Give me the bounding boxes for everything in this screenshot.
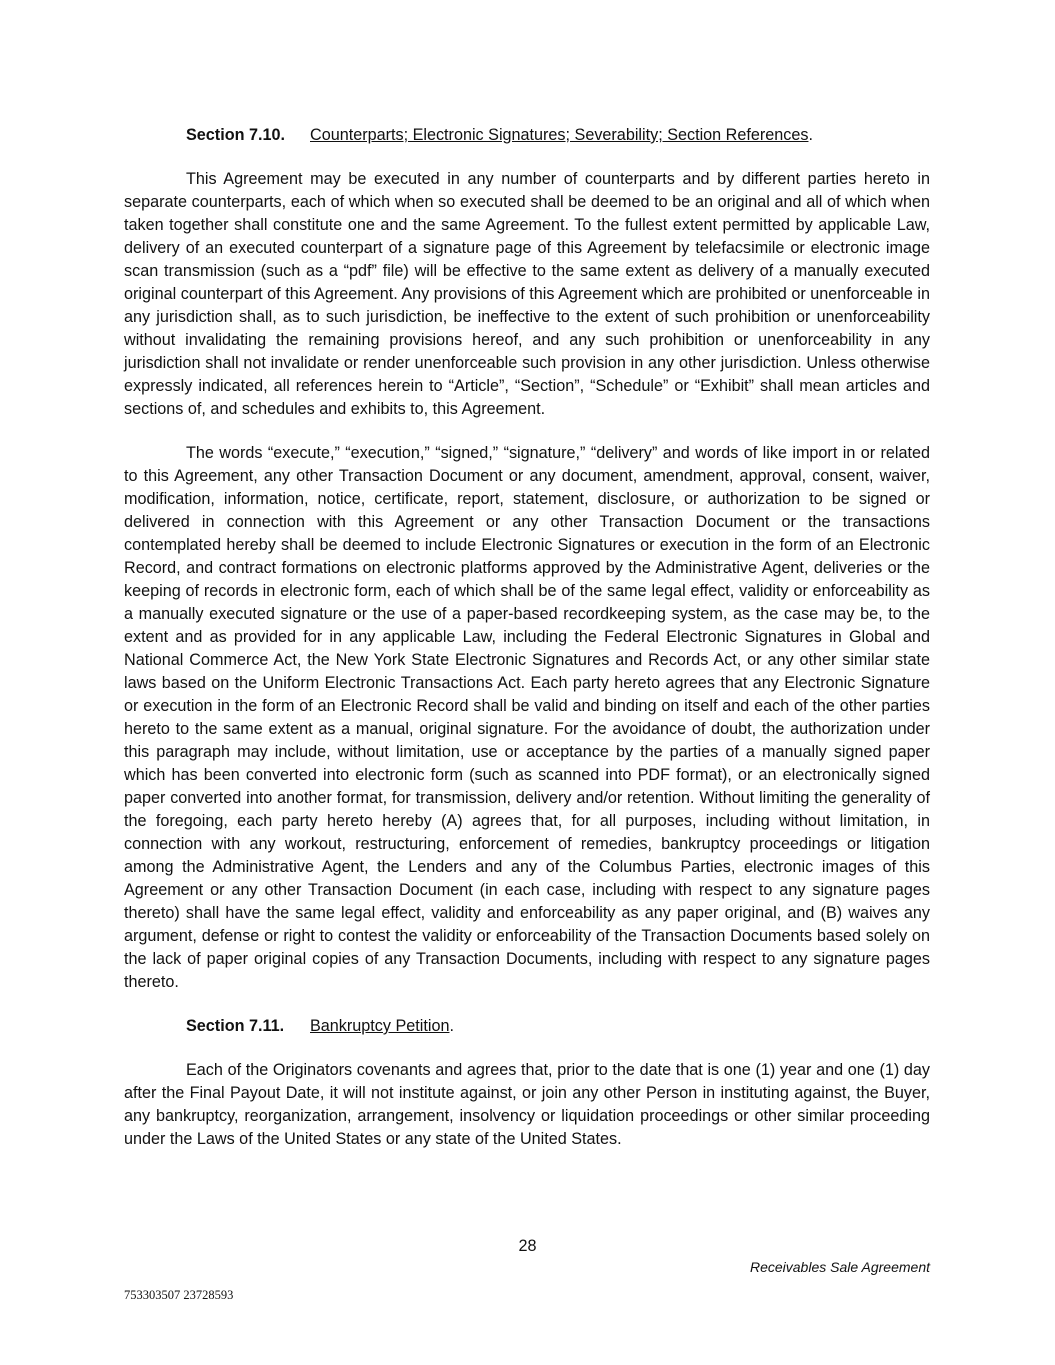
section-title-period: . bbox=[449, 1017, 454, 1035]
footer-document-title: Receivables Sale Agreement bbox=[749, 1259, 930, 1275]
section-7-10-heading bbox=[124, 124, 930, 147]
page-number: 28 bbox=[518, 1237, 537, 1255]
section-title: Counterparts; Electronic Signatures; Severability; Section References bbox=[310, 126, 809, 144]
section-number: Section 7.11. bbox=[186, 1017, 285, 1035]
document-body bbox=[124, 124, 930, 1151]
section-number: Section 7.10. bbox=[186, 126, 285, 144]
section-7-10-paragraph-1: This Agreement may be executed in any number of counterparts and by different parties hereto in separate counterparts, each of which when so executed shall be deemed to be an original and all of which when taken together shall constitute one and the same Agreement. To the fullest extent permitted by applicable Law, delivery of an executed counterpart of a signature page of this Agreement by telefacsimile or electronic image scan transmission (such as a “pdf” file) will be effective to the same extent as delivery of a manually executed original counterpart of this Agreement. Any provisions of this Agreement which are prohibited or unenforceable in any jurisdiction shall, as to such jurisdiction, be ineffective to the extent of such prohibition or unenforceability without invalidating the remaining provisions hereof, and any such prohibition or unenforceability in any jurisdiction shall not invalidate or render unenforceable such provision in any other jurisdiction. Unless otherwise expressly indicated, all references herein to “Article”, “Section”, “Schedule” or “Exhibit” shall mean articles and sections of, and schedules and exhibits to, this Agreement. bbox=[124, 170, 930, 418]
section-title-period: . bbox=[808, 126, 813, 144]
section-7-11-paragraph-1: Each of the Originators covenants and agrees that, prior to the date that is one (1) year and one (1) day after the Final Payout Date, it will not institute against, or join any other Person in instituting against, the Buyer, any bankruptcy, reorganization, arrangement, insolvency or liquidation proceedings or other similar proceeding under the Laws of the United States or any state of the United States. bbox=[124, 1061, 930, 1148]
section-title: Bankruptcy Petition bbox=[310, 1017, 450, 1035]
section-7-10-paragraph-2: The words “execute,” “execution,” “signed,” “signature,” “delivery” and words of like import in or related to this Agreement, any other Transaction Document or any document, amendment, approval, consent, waiver, modification, information, notice, certificate, report, statement, disclosure, or authorization to be signed or delivered in connection with this Agreement or any other Transaction Document or the transactions contemplated hereby shall be deemed to include Electronic Signatures or execution in the form of an Electronic Record, and contract formations on electronic platforms approved by the Administrative Agent, deliveries or the keeping of records in electronic form, each of which shall be of the same legal effect, validity or enforceability as a manually executed signature or the use of a paper-based recordkeeping system, as the case may be, to the extent and as provided for in any applicable Law, including the Federal Electronic Signatures in Global and National Commerce Act, the New York State Electronic Signatures and Records Act, or any other similar state laws based on the Uniform Electronic Transactions Act. Each party hereto agrees that any Electronic Signature or execution in the form of an Electronic Record shall be valid and binding on itself and each of the other parties hereto to the same extent as a manual, original signature. For the avoidance of doubt, the authorization under this paragraph may include, without limitation, use or acceptance by the parties of a manually signed paper which has been converted into electronic form (such as scanned into PDF format), or an electronically signed paper converted into another format, for transmission, delivery and/or retention. Without limiting the generality of the foregoing, each party hereto hereby (A) agrees that, for all purposes, including without limitation, in connection with any workout, restructuring, enforcement of remedies, bankruptcy proceedings or litigation among the Administrative Agent, the Lenders and any of the Columbus Parties, electronic images of this Agreement or any other Transaction Document (in each case, including with respect to any signature pages thereto) shall have the same legal effect, validity and enforceability as any paper original, and (B) waives any argument, defense or right to contest the validity or enforceability of the Transaction Documents based solely on the lack of paper original copies of any Transaction Documents, including with respect to any signature pages thereto. bbox=[124, 444, 930, 991]
section-7-11-heading bbox=[124, 1015, 930, 1038]
footer-document-id: 753303507 23728593 bbox=[124, 1288, 234, 1302]
